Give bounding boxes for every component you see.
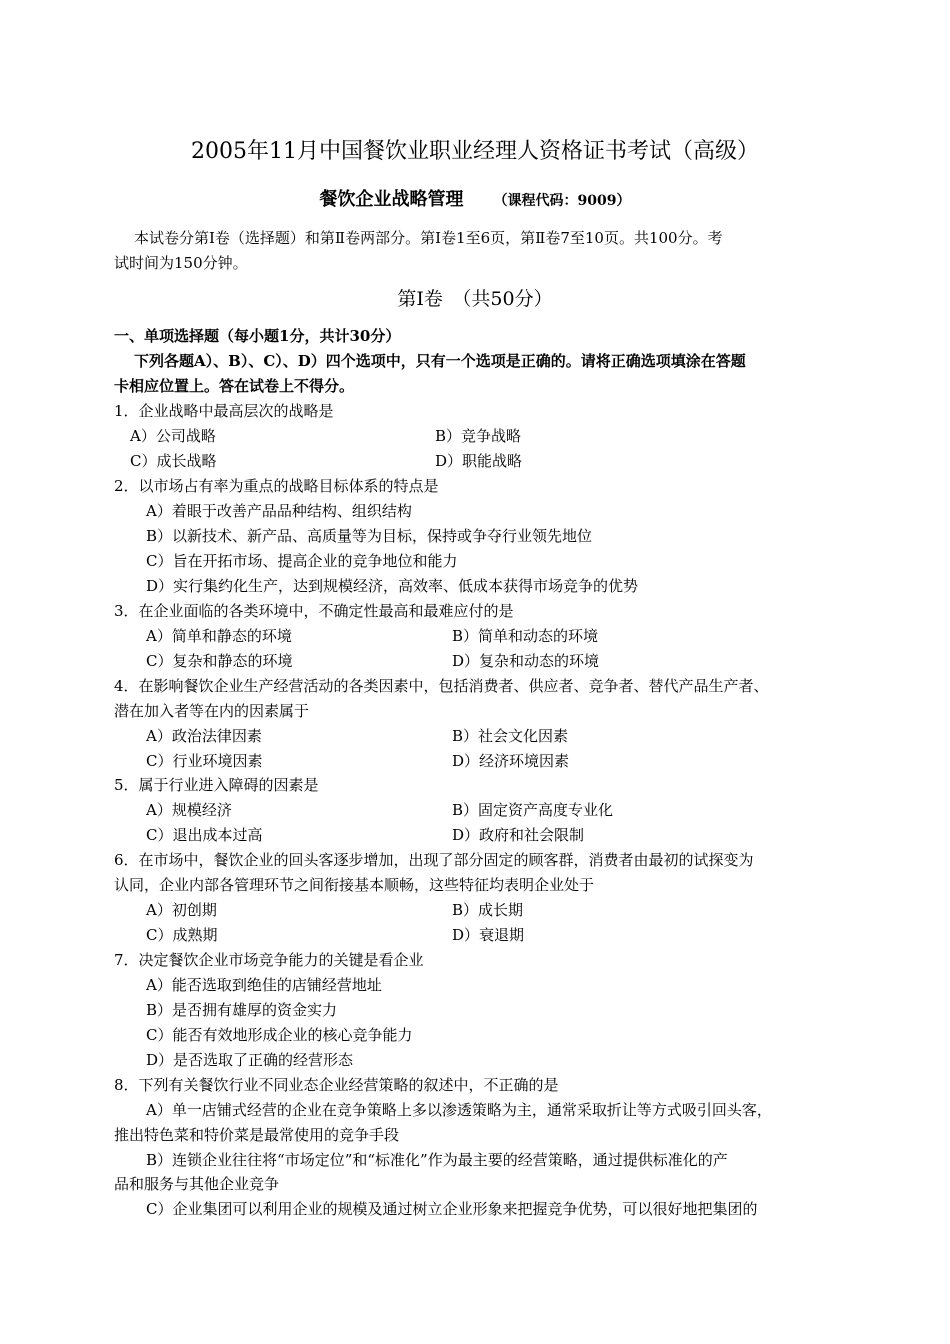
option-b: B）固定资产高度专业化 [452,801,614,819]
option-a: A）简单和静态的环境 [146,627,292,645]
option-b: B）简单和动态的环境 [452,627,599,645]
option-d: D）衰退期 [452,926,525,944]
option-c: C）行业环境因素 [146,752,263,770]
question-stem-cont: 认同，企业内部各管理环节之间衔接基本顺畅，这些特征均表明企业处于 [114,876,595,894]
volume-heading: 第Ⅰ卷 （共50分） [397,288,553,310]
option-c: C）复杂和静态的环境 [146,652,293,670]
option-b: B）成长期 [452,901,524,919]
course-title [0,188,950,213]
option-b-cont: 品和服务与其他企业竞争 [114,1175,280,1193]
question-stem: 1．企业战略中最高层次的战略是 [114,402,334,420]
question-stem: 4．在影响餐饮企业生产经营活动的各类因素中，包括消费者、供应者、竞争者、替代产品生产者、 [114,677,769,695]
section-heading: 一、单项选择题（每小题1分，共计30分） [114,327,401,345]
option-a: A）单一店铺式经营的企业在竞争策略上多以渗透策略为主，通常采取折让等方式吸引回头客， [146,1101,772,1119]
option-a: A）公司战略 [130,427,216,445]
exam-title: 2005年11月中国餐饮业职业经理人资格证书考试（高级） [191,139,759,164]
option-d: D）是否选取了正确的经营形态 [146,1051,354,1069]
question-stem: 8．下列有关餐饮行业不同业态企业经营策略的叙述中，不正确的是 [114,1076,559,1094]
option-c: C）能否有效地形成企业的核心竞争能力 [146,1026,413,1044]
option-b: B）以新技术、新产品、高质量等为目标，保持或争夺行业领先地位 [146,527,593,545]
option-d: D）实行集约化生产，达到规模经济，高效率、低成本获得市场竞争的优势 [146,577,639,595]
question-stem: 2．以市场占有率为重点的战略目标体系的特点是 [114,477,439,495]
option-a: A）政治法律因素 [146,727,262,745]
instructions-line-2: 卡相应位置上。答在试卷上不得分。 [114,377,355,395]
option-b: B）连锁企业往往将“市场定位”和“标准化”作为最主要的经营策略，通过提供标准化的产 [146,1151,728,1169]
option-c: C）成长战略 [130,452,217,470]
course-name: 餐饮企业战略管理 [319,189,464,210]
option-b: B）社会文化因素 [452,727,569,745]
option-a: A）着眼于改善产品品种结构、组织结构 [146,502,412,520]
question-stem: 7．决定餐饮企业市场竞争能力的关键是看企业 [114,951,424,969]
option-a: A）能否选取到绝佳的店铺经营地址 [146,976,382,994]
option-a-cont: 推出特色菜和特价菜是最常使用的竞争手段 [114,1126,400,1144]
option-d: D）政府和社会限制 [452,826,585,844]
option-a: A）规模经济 [146,801,232,819]
intro-line-2: 试时间为150分钟。 [114,254,248,272]
option-c: C）退出成本过高 [146,826,263,844]
option-d: D）复杂和动态的环境 [452,652,600,670]
instructions-line-1: 下列各题A）、B）、C）、D）四个选项中，只有一个选项是正确的。请将正确选项填涂在答题 [134,352,746,370]
question-stem-cont: 潜在加入者等在内的因素属于 [114,702,310,720]
option-a: A）初创期 [146,901,217,919]
option-c: C）旨在开拓市场、提高企业的竞争地位和能力 [146,552,458,570]
option-b: B）竞争战略 [435,427,522,445]
intro-line-1: 本试卷分第Ⅰ卷（选择题）和第Ⅱ卷两部分。第Ⅰ卷1至6页，第Ⅱ卷7至10页。共100分。考 [134,229,723,247]
question-stem: 6．在市场中，餐饮企业的回头客逐步增加，出现了部分固定的顾客群，消费者由最初的试探变为 [114,851,754,869]
course-code: （课程代码：9009） [493,193,631,209]
option-d: D）经济环境因素 [452,752,570,770]
question-stem: 5．属于行业进入障碍的因素是 [114,776,319,794]
option-d: D）职能战略 [435,452,523,470]
option-c: C）成熟期 [146,926,218,944]
question-stem: 3．在企业面临的各类环境中，不确定性最高和最难应付的是 [114,602,514,620]
option-c: C）企业集团可以利用企业的规模及通过树立企业形象来把握竞争优势，可以很好地把集团的 [146,1200,758,1218]
option-b: B）是否拥有雄厚的资金实力 [146,1001,338,1019]
